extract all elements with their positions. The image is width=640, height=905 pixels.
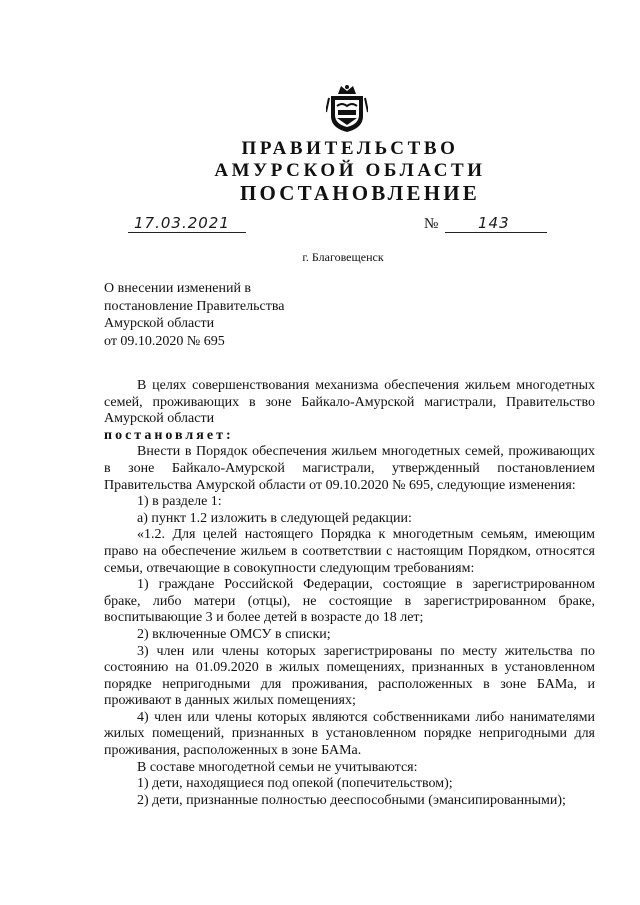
body-paragraph: а) пункт 1.2 изложить в следующей редакции:: [137, 510, 412, 526]
document-type-title: ПОСТАНОВЛЕНИЕ: [239, 181, 481, 205]
document-body: [104, 378, 595, 809]
subject-line: от 09.10.2020 № 695: [104, 333, 225, 349]
government-title-line2: АМУРСКОЙ ОБЛАСТИ: [214, 160, 486, 181]
body-paragraph: Внести в Порядок обеспечения жильем многодетных семей, проживающих в зоне Байкало-Амурской магистрали, утвержденный постановлением Правительства Амурской области от 09.10.2020 № 695, следующие изменения:: [104, 444, 595, 493]
body-paragraph: 2) включенные ОМСУ в списки;: [137, 626, 331, 642]
number-underline: [445, 232, 547, 233]
body-paragraph: 2) дети, признанные полностью дееспособными (эмансипированными);: [137, 792, 566, 808]
body-paragraph: 1) граждане Российской Федерации, состоящие в зарегистрированном браке, либо матери (отцы), не состоящие в зарегистрированном браке, воспитывающие 3 и более детей в возрасте до 18 лет;: [104, 577, 595, 626]
subject-line: О внесении изменений в: [104, 281, 252, 296]
subject-line: Амурской области: [104, 316, 215, 331]
body-paragraph: В составе многодетной семьи не учитываются:: [137, 759, 418, 775]
handwritten-date: 17.03.2021: [134, 214, 230, 232]
date-underline: [128, 232, 246, 233]
intro-paragraph: В целях совершенствования механизма обеспечения жильем многодетных семей, проживающих в зоне Байкало-Амурской магистрали, Правительство Амурской области: [104, 378, 595, 427]
subject-line: постановление Правительства: [104, 298, 285, 314]
body-paragraph: 4) член или члены которых являются собственниками либо нанимателями жилых помещений, признанных в установленном порядке непригодными для проживания, расположенных в зоне БАМа.: [104, 709, 595, 759]
number-sign: №: [424, 216, 439, 232]
body-paragraph: 1) дети, находящиеся под опекой (попечительством);: [137, 776, 453, 792]
city-label: г. Благовещенск: [302, 250, 384, 264]
body-paragraph: 3) член или члены которых зарегистрированы по месту жительства по состоянию на 01.09.2020 в жилых помещениях, признанных в установленном порядке непригодными для проживания, расположенных в зоне БАМа, и проживают в данных жилых помещениях;: [104, 643, 595, 709]
body-paragraph: 1) в разделе 1:: [137, 494, 222, 510]
document-subject: [104, 280, 284, 350]
body-paragraph: «1.2. Для целей настоящего Порядка к многодетным семьям, имеющим право на обеспечение жильем в соответствии с настоящим Порядком, относятся семьи, отвечающие в совокупности следующим требованиям:: [104, 527, 595, 576]
coat-of-arms-icon: [326, 82, 368, 134]
government-title-line1: ПРАВИТЕЛЬСТВО: [241, 138, 459, 159]
resolves-keyword: постановляет:: [104, 427, 234, 443]
handwritten-number: 143: [478, 214, 510, 232]
